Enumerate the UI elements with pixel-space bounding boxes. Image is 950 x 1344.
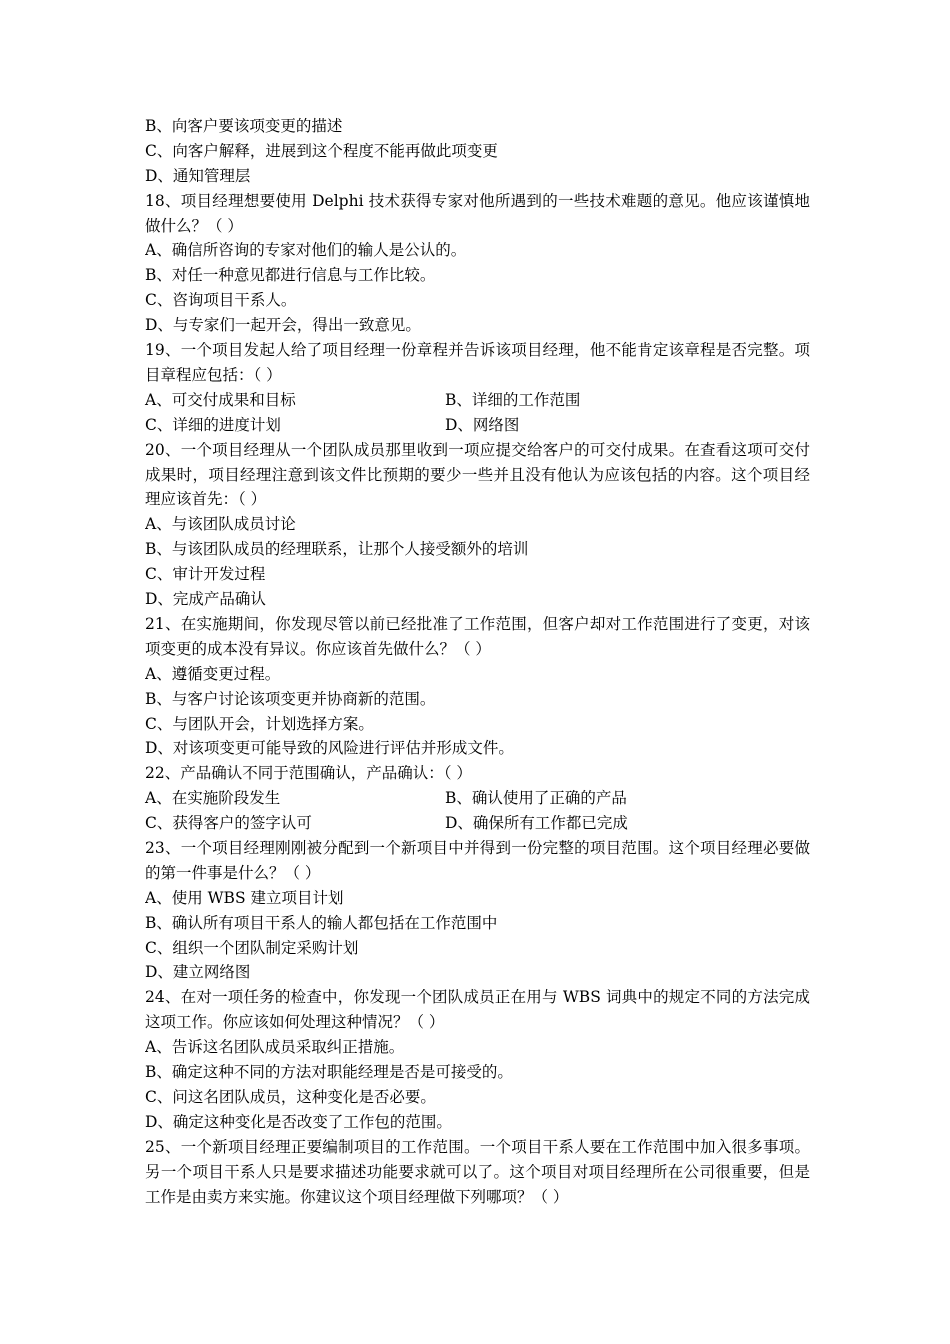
- option-text: A、使用 WBS 建立项目计划: [145, 888, 344, 907]
- option-text: A、在实施阶段发生: [145, 789, 281, 808]
- question-text: 25、一个新项目经理正要编制项目的工作范围。一个项目干系人要在工作范围中加入很多事项。另一个项目干系人只是要求描述功能要求就可以了。这个项目对项目经理所在公司很重要，但是工作是由卖方来实施。你建议这个项目经理做下列哪项？（ ）: [145, 1137, 810, 1206]
- option-text: C、向客户解释，进展到这个程度不能再做此项变更: [145, 141, 498, 160]
- option-text: C、咨询项目干系人。: [145, 291, 297, 310]
- question-text: 20、一个项目经理从一个团队成员那里收到一项应提交给客户的可交付成果。在查看这项可交付成果时，项目经理注意到该文件比预期的要少一些并且没有他认为应该包括的内容。这个项目经理应该首先：（ ）: [145, 440, 810, 509]
- question-text: 21、在实施期间，你发现尽管以前已经批准了工作范围，但客户却对工作范围进行了变更，对该项变更的成本没有异议。你应该首先做什么？（ ）: [145, 614, 810, 658]
- question-text: 18、项目经理想要使用 Delphi 技术获得专家对他所遇到的一些技术难题的意见。他应该谨慎地做什么？（ ）: [145, 191, 810, 235]
- option-text: D、完成产品确认: [145, 590, 266, 609]
- option-text: A、可交付成果和目标: [145, 390, 296, 409]
- option-text: C、组织一个团队制定采购计划: [145, 938, 359, 957]
- option-text: B、确定这种不同的方法对职能经理是否是可接受的。: [145, 1063, 513, 1082]
- option-text: C、审计开发过程: [145, 565, 266, 584]
- document-body: [145, 114, 810, 1209]
- option-text: B、确认所有项目干系人的输人都包括在工作范围中: [145, 913, 498, 932]
- option-text: A、与该团队成员讨论: [145, 515, 296, 534]
- question-text: 23、一个项目经理刚刚被分配到一个新项目中并得到一份完整的项目范围。这个项目经理必要做的第一件事是什么？（ ）: [145, 838, 810, 882]
- option-row: [145, 811, 810, 836]
- option-text: D、网络图: [445, 415, 520, 434]
- option-text: C、获得客户的签字认可: [145, 814, 312, 833]
- option-text: D、对该项变更可能导致的风险进行评估并形成文件。: [145, 739, 514, 758]
- option-row: [145, 786, 810, 811]
- option-text: B、详细的工作范围: [445, 390, 581, 409]
- option-text: C、问这名团队成员，这种变化是否必要。: [145, 1087, 436, 1106]
- question-text: 24、在对一项任务的检查中，你发现一个团队成员正在用与 WBS 词典中的规定不同的方法完成这项工作。你应该如何处理这种情况？（ ）: [145, 988, 810, 1032]
- option-text: D、确保所有工作都已完成: [445, 814, 628, 833]
- option-text: D、建立网络图: [145, 963, 251, 982]
- option-text: C、详细的进度计划: [145, 415, 281, 434]
- question-text: 19、一个项目发起人给了项目经理一份章程并告诉该项目经理，他不能肯定该章程是否完整。项目章程应包括：（ ）: [145, 341, 810, 384]
- option-text: A、确信所咨询的专家对他们的输人是公认的。: [145, 241, 467, 260]
- option-text: B、确认使用了正确的产品: [445, 789, 627, 808]
- option-text: A、遵循变更过程。: [145, 664, 281, 683]
- option-text: D、通知管理层: [145, 166, 251, 185]
- option-text: B、向客户要该项变更的描述: [145, 117, 343, 135]
- option-text: B、对任一种意见都进行信息与工作比较。: [145, 266, 436, 285]
- option-text: A、告诉这名团队成员采取纠正措施。: [145, 1038, 405, 1057]
- option-row: [145, 388, 810, 413]
- option-text: D、确定这种变化是否改变了工作包的范围。: [145, 1112, 452, 1131]
- option-text: C、与团队开会，计划选择方案。: [145, 714, 374, 733]
- option-text: B、与客户讨论该项变更并协商新的范围。: [145, 689, 436, 708]
- option-text: B、与该团队成员的经理联系，让那个人接受额外的培训: [145, 540, 529, 559]
- option-row: [145, 413, 810, 438]
- option-text: D、与专家们一起开会，得出一致意见。: [145, 316, 421, 335]
- option-text: 22、产品确认不同于范围确认，产品确认：（ ）: [145, 764, 472, 783]
